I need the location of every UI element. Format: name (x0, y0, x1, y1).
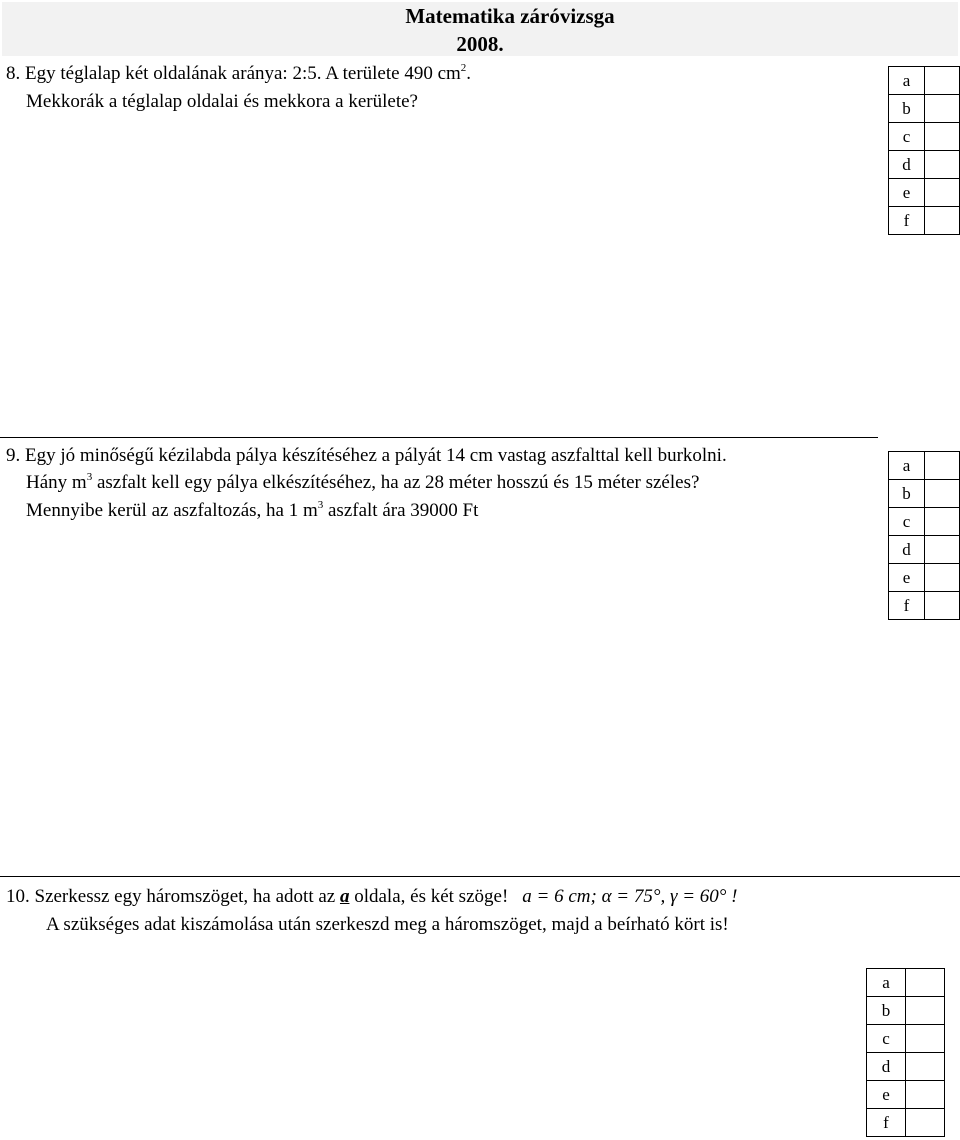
q10-line-2: A szükséges adat kiszámolása után szerkeszd meg a háromszöget, majd a beírható kört is! (46, 914, 729, 935)
grade-score-box[interactable] (924, 207, 959, 235)
grade-score-box[interactable] (924, 95, 959, 123)
grade-row (889, 536, 960, 564)
grade-row (889, 480, 960, 508)
grade-label: e (889, 179, 925, 207)
grade-row (889, 179, 960, 207)
grade-row (889, 207, 960, 235)
grade-label: c (889, 123, 925, 151)
q9-line-1: 9. Egy jó minőségű kézilabda pálya készítéséhez a pályát 14 cm vastag aszfalttal kell burkolni. (6, 445, 727, 466)
q10-line-1: 10. Szerkessz egy háromszöget, ha adott az a oldala, és két szöge! a = 6 cm; α = 75°, γ = 60° ! (6, 886, 738, 907)
grade-row (889, 508, 960, 536)
grade-score-box[interactable] (924, 452, 959, 480)
grade-score-box[interactable] (924, 508, 959, 536)
page-title: Matematika záróvizsga (405, 4, 615, 28)
q9-line-2: Hány $m^3$ aszfalt kell egy pálya elkészítéséhez, ha az 28 méter hosszú és 15 méter széles? (26, 471, 700, 493)
grade-row (889, 67, 960, 95)
grade-score-box[interactable] (924, 151, 959, 179)
grade-label: d (889, 536, 925, 564)
grade-label: e (889, 564, 925, 592)
grade-score-box[interactable] (924, 179, 959, 207)
grade-label: f (889, 592, 925, 620)
grade-row (889, 151, 960, 179)
grade-row (867, 1109, 945, 1137)
grade-row (867, 1025, 945, 1053)
grade-score-box[interactable] (906, 1109, 945, 1137)
grade-score-box[interactable] (924, 564, 959, 592)
q10-divider (0, 876, 960, 877)
grade-row (867, 1053, 945, 1081)
grade-row (889, 592, 960, 620)
q9-grade-table (888, 451, 960, 620)
grade-label: f (867, 1109, 906, 1137)
grade-label: a (889, 452, 925, 480)
q9-divider (0, 437, 878, 438)
grade-score-box[interactable] (906, 1025, 945, 1053)
grade-score-box[interactable] (924, 536, 959, 564)
grade-row (889, 123, 960, 151)
grade-label: c (867, 1025, 906, 1053)
grade-label: b (889, 480, 925, 508)
q10-grade-table (866, 968, 945, 1137)
grade-score-box[interactable] (906, 1053, 945, 1081)
grade-score-box[interactable] (906, 969, 945, 997)
grade-label: a (867, 969, 906, 997)
q10-given-values: a = 6 cm; α = 75°, γ = 60° ! (522, 886, 738, 907)
grade-score-box[interactable] (924, 67, 959, 95)
grade-score-box[interactable] (924, 480, 959, 508)
grade-score-box[interactable] (924, 123, 959, 151)
grade-label: e (867, 1081, 906, 1109)
grade-score-box[interactable] (906, 1081, 945, 1109)
grade-row (889, 95, 960, 123)
grade-label: b (867, 997, 906, 1025)
grade-label: d (867, 1053, 906, 1081)
grade-label: b (889, 95, 925, 123)
grade-label: a (889, 67, 925, 95)
q9-grade-rows (889, 452, 960, 620)
grade-label: d (889, 151, 925, 179)
grade-label: f (889, 207, 925, 235)
q9-line-3: Mennyibe kerül az aszfaltozás, ha 1 $m^3$ aszfalt ára 39000 Ft (26, 499, 479, 521)
grade-label: c (889, 508, 925, 536)
grade-row (867, 1081, 945, 1109)
grade-row (867, 997, 945, 1025)
q8-line-1: 8. Egy téglalap két oldalának aránya: 2:5. A területe 490 $cm^2$. (6, 62, 472, 84)
grade-row (867, 969, 945, 997)
q10-grade-rows (867, 969, 945, 1137)
q8-line-2: Mekkorák a téglalap oldalai és mekkora a kerülete? (26, 91, 418, 112)
grade-score-box[interactable] (924, 592, 959, 620)
q8-grade-rows (889, 67, 960, 235)
grade-score-box[interactable] (906, 997, 945, 1025)
grade-row (889, 564, 960, 592)
q8-grade-table (888, 66, 960, 235)
exam-year: 2008. (456, 32, 504, 56)
grade-row (889, 452, 960, 480)
